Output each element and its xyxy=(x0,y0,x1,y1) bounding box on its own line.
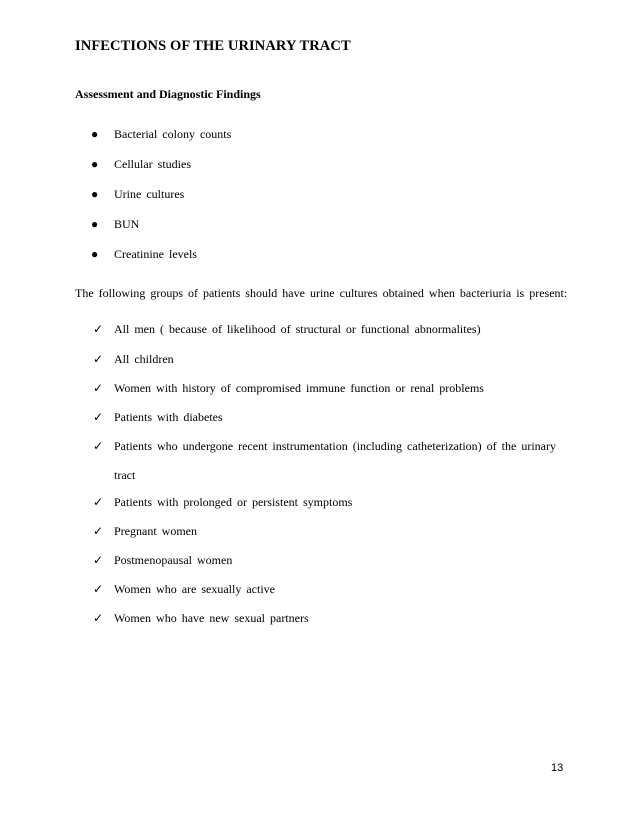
checkmark-icon: ✓ xyxy=(93,410,104,424)
checkmark-icon: ✓ xyxy=(93,352,104,366)
checkmark-icon: ✓ xyxy=(93,495,104,509)
bullet-dot-icon: ● xyxy=(91,187,99,201)
list-item: ✓ Postmenopausal women xyxy=(93,553,233,567)
list-item: ● Cellular studies xyxy=(91,157,191,171)
list-item: ✓ Patients with prolonged or persistent symptoms xyxy=(93,495,353,509)
list-item: ✓ Patients with diabetes xyxy=(93,410,223,424)
list-item: ● Bacterial colony counts xyxy=(91,127,232,141)
list-item: ✓ Women who have new sexual partners xyxy=(93,611,309,625)
section-heading: Assessment and Diagnostic Findings xyxy=(75,87,261,101)
checkmark-icon: ✓ xyxy=(93,582,104,596)
page-number: 13 xyxy=(551,762,564,774)
checkmark-icon: ✓ xyxy=(93,611,104,625)
bullet-dot-icon: ● xyxy=(91,157,99,171)
list-item-continuation: tract xyxy=(114,468,136,482)
checkmark-icon: ✓ xyxy=(93,322,104,336)
bullet-dot-icon: ● xyxy=(91,217,99,231)
page-title: INFECTIONS OF THE URINARY TRACT xyxy=(75,38,351,54)
checkmark-icon: ✓ xyxy=(93,439,104,453)
list-item: ✓ Women with history of compromised immune function or renal problems xyxy=(93,381,484,395)
checkmark-icon: ✓ xyxy=(93,381,104,395)
list-item: ✓ Patients who undergone recent instrumentation (including catheterization) of the urinary xyxy=(93,439,556,453)
intro-paragraph: The following groups of patients should have urine cultures obtained when bacteriuria is present: xyxy=(75,286,568,300)
list-item: ✓ Women who are sexually active xyxy=(93,582,275,596)
list-item: ● Urine cultures xyxy=(91,187,185,201)
list-item: ✓ Pregnant women xyxy=(93,524,197,538)
list-item: ● Creatinine levels xyxy=(91,247,197,261)
bullet-dot-icon: ● xyxy=(91,247,99,261)
checkmark-icon: ✓ xyxy=(93,524,104,538)
bullet-dot-icon: ● xyxy=(91,127,99,141)
list-item: ● BUN xyxy=(91,217,140,231)
list-item: ✓ All children xyxy=(93,352,174,366)
list-item: ✓ All men ( because of likelihood of structural or functional abnormalites) xyxy=(93,322,481,336)
checkmark-icon: ✓ xyxy=(93,553,104,567)
